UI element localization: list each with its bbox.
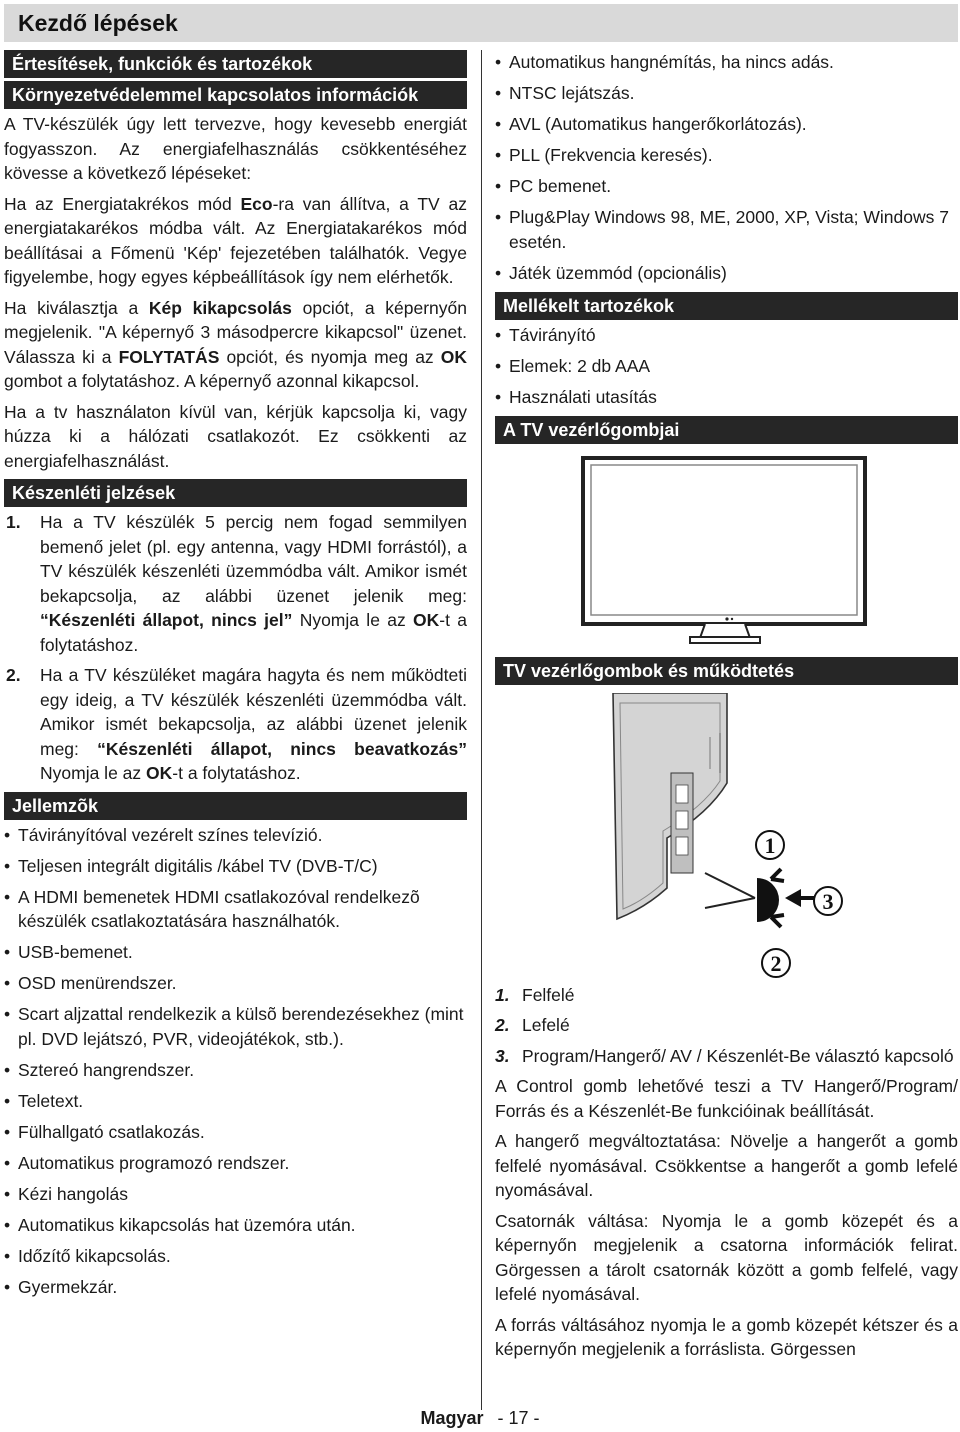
features-list xyxy=(4,823,467,1300)
list-item: • Elemek: 2 db AAA xyxy=(495,354,958,379)
callout-1: 1 xyxy=(764,832,776,858)
list-item: • USB-bemenet. xyxy=(4,940,467,965)
section-title-environment: Környezetvédelemmel kapcsolatos információk xyxy=(4,81,467,109)
control-paragraph-2: A hangerő megváltoztatása: Növelje a hangerőt a gomb felfelé nyomásával. Csökkentse a hangerőt a gomb lefelé nyomásával. xyxy=(495,1131,958,1200)
list-item: • PLL (Frekvencia keresés). xyxy=(495,143,958,168)
column-divider xyxy=(481,50,482,1410)
standby-item-2: 2. Ha a TV készüléket magára hagyta és nem működteti egy ideig, a TV készülék készenléti üzemmódba vált. Amikor ismét bekapcsolja, az alábbi üzenet jelenik meg: “Készenléti állapot, nincs beavatkozás” Nyomja le az OK-t a folytatáshoz. xyxy=(6,665,467,783)
list-item: • PC bemenet. xyxy=(495,174,958,199)
standby-item-1: 1. Ha a TV készülék 5 percig nem fogad semmilyen bemenő jelet (pl. egy antenna, vagy HDMI forrástól), a TV készülék készenléti üzemmódba vált. Amikor ismét bekapcsolja, az alábbi üzenet jelenik meg: “Készenléti állapot, nincs jel” Nyomja le az OK-t a folytatáshoz. xyxy=(6,512,467,655)
features-list-continued xyxy=(495,50,958,285)
list-item: • Sztereó hangrendszer. xyxy=(4,1058,467,1083)
left-column xyxy=(4,50,467,1306)
env-paragraph-4: Ha a tv használaton kívül van, kérjük kapcsolja ki, vagy húzza ki a hálózati csatlakozót. Ez csökkenti az energiafelhasználást. xyxy=(4,401,467,471)
control-steps xyxy=(495,983,958,1069)
list-item: • Automatikus hangnémítás, ha nincs adás. xyxy=(495,50,958,75)
list-item: • Automatikus programozó rendszer. xyxy=(4,1151,467,1176)
env-paragraph-2: Ha az Energiatakrékos mód Eco-ra van állítva, a TV az energiatakarékos módba vált. Az Energiatakarékos mód beállításai a Főmenü 'Kép' fejezetében találhatók. Vegye figyelembe, hogy egyes képbeállítások így nem elérhetők. xyxy=(4,193,467,287)
callout-2: 2 xyxy=(770,950,782,976)
list-item: • NTSC lejátszás. xyxy=(495,81,958,106)
footer-language: Magyar xyxy=(420,1408,484,1428)
right-column xyxy=(495,50,958,1368)
list-item: • Gyermekzár. xyxy=(4,1275,467,1300)
list-item: • Plug&Play Windows 98, ME, 2000, XP, Vista; Windows 7 esetén. xyxy=(495,205,958,254)
step-item: 1. Felfelé xyxy=(495,984,575,1005)
list-item: • Időzítő kikapcsolás. xyxy=(4,1244,467,1269)
accessories-list xyxy=(495,323,958,410)
list-item: • Játék üzemmód (opcionális) xyxy=(495,261,958,286)
control-paragraph-4: A forrás váltásához nyomja le a gomb közepét kétszer és a képernyőn megjelenik a forráslista. Görgessen xyxy=(495,1314,958,1359)
list-item: • Távirányítóval vezérelt színes televízió. xyxy=(4,823,467,848)
list-item: • Fülhallgató csatlakozás. xyxy=(4,1120,467,1145)
tv-front-illustration xyxy=(495,452,958,657)
list-item: • A HDMI bemenetek HDMI csatlakozóval rendelkezõ készülék csatlakoztatására használhatók. xyxy=(4,885,467,934)
page-footer xyxy=(0,1408,960,1429)
list-item: • Teljesen integrált digitális /kábel TV (DVB-T/C) xyxy=(4,854,467,879)
tv-front-icon xyxy=(495,452,958,657)
tv-side-panel-icon xyxy=(495,693,958,983)
control-paragraph-1: A Control gomb lehetővé teszi a TV Hangerő/Program/ Forrás és a Készenlét-Be funkcióinak beállítását. xyxy=(495,1076,958,1121)
list-item: • Használati utasítás xyxy=(495,385,958,410)
step-item: 3. Program/Hangerő/ AV / Készenlét-Be választó kapcsoló xyxy=(495,1045,954,1066)
list-item: • Scart aljzattal rendelkezik a külsõ berendezésekhez (mint pl. DVD lejátszó, PVR, videojátékok, stb.). xyxy=(4,1002,467,1051)
env-paragraph-1: A TV-készülék úgy lett tervezve, hogy kevesebb energiát fogyasszon. Az energiafelhasználás csökkentéséhez kövesse a következő lépéseket: xyxy=(4,114,467,183)
env-paragraph-3: Ha kiválasztja a Kép kikapcsolás opciót, a képernyőn megjelenik. "A képernyő 3 másodpercre kikapcsol" üzenet. Válassza ki a FOLYTATÁS opciót, és nyomja meg az OK gombot a folytatáshoz. A képernyő azonnal kikapcsol. xyxy=(4,297,467,391)
section-title-standby: Készenléti jelzések xyxy=(4,479,467,507)
page-number: - 17 - xyxy=(497,1408,540,1428)
standby-item-number: 1. xyxy=(6,512,21,532)
control-paragraph-3: Csatornák váltása: Nyomja le a gomb közepét és a képernyőn megjelenik a csatorna információk felirat. Görgessen a tárolt csatornák között a gomb felfelé, vagy lefelé nyomásával. xyxy=(495,1210,958,1304)
callout-3: 3 xyxy=(822,888,834,914)
list-item: • Automatikus kikapcsolás hat üzemóra után. xyxy=(4,1213,467,1238)
section-title-features: Jellemzõk xyxy=(4,792,467,820)
section-title-accessories: Mellékelt tartozékok xyxy=(495,292,958,320)
list-item: • OSD menürendszer. xyxy=(4,971,467,996)
page-title: Kezdő lépések xyxy=(4,4,958,42)
list-item: • Teletext. xyxy=(4,1089,467,1114)
list-item: • AVL (Automatikus hangerőkorlátozás). xyxy=(495,112,958,137)
list-item: • Kézi hangolás xyxy=(4,1182,467,1207)
step-item: 2. Lefelé xyxy=(495,1015,570,1035)
standby-item-number: 2. xyxy=(6,665,21,685)
section-title-tv-controls: TV vezérlőgombok és működtetés xyxy=(495,657,958,685)
list-item: • Távirányító xyxy=(495,323,958,348)
section-title-notices: Értesítések, funkciók és tartozékok xyxy=(4,50,467,78)
section-title-tv-buttons: A TV vezérlőgombjai xyxy=(495,416,958,444)
tv-side-illustration xyxy=(495,693,958,983)
